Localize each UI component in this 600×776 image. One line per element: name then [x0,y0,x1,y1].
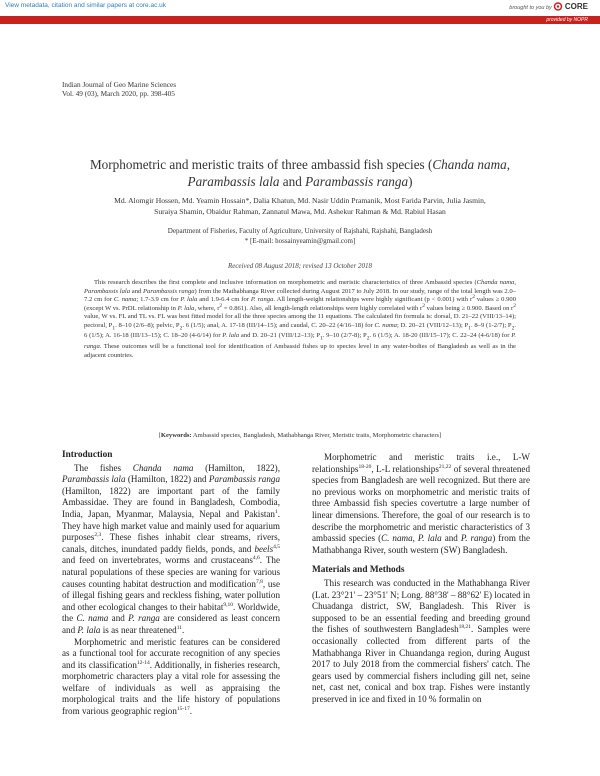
intro-heading: Introduction [62,450,113,460]
core-logo-text[interactable]: CORE [564,2,588,11]
affiliation-dept: Department of Fisheries, Faculty of Agriculture, University of Rajshahi, Rajshahi, Bangladesh [167,227,433,235]
paper-title: Morphometric and meristic traits of three ambassid fish species (Chanda nama, Parambassis lala and Parambassis ranga) [89,157,511,189]
core-logo-icon[interactable] [553,2,563,13]
author-line-2: Suraiya Shamin, Obaidur Rahman, Zannatul Mawa, Md. Ashekur Rahman & Md. Rabiul Hasan [154,207,446,216]
journal-header [62,80,176,98]
keywords-text: Ambassid species, Bangladesh, Mathabhanga River, Meristic traits, Morphometric characters [191,432,440,439]
author-list [58,195,542,217]
intro-paragraph-3: Morphometric and meristic traits i.e., L-W relationships$^{18-20}$, L-L relationships$^{21,22}$ of several threatened species from Bangladesh are well recognized. But there are no previous works on morphometric and meristic traits of three Ambassid fish species covertutre a large number of linear dimensions. Therefore, the goal of our research is to describe the morphometric and meristic characteristics of 3 ambassid species (C. nama, P. lala and P. ranga) from the Mathabhanga River, south western (SW) Bangladesh. [312,452,531,555]
methods-paragraph-1: This research was conducted in the Mathabhanga River (Lat. 23°21' – 23°51' N; Long. 88°38' – 88°62' E) located in Chuadanga district, SW, Bangladesh. This River is supposed to be an essential feeding and breeding ground the fishes of southwestern Bangladesh$^{18,21}$. Samples were occasionally collected from different parts of the Mathabhanga River in Chuandanga region, during August 2017 to July 2018 from the commercial fishers' catch. The gears used by commercial fishers including gill net, seine net, cast net, conical and box trap. Fishes were instantly preserved in ice and fixed in 10 % formalin on [312,577,530,704]
right-column [312,452,530,705]
methods-heading: Materials and Methods [312,565,405,576]
core-brought-by [509,2,588,13]
author-line-1: Md. Alomgir Hossen, Md. Yeamin Hossain*, Dalia Khatun, Md. Nasir Uddin Pramanik, Most Farida Parvin, Julia Jasmin, [114,196,486,205]
core-red-strip [0,16,600,24]
keywords: [Keywords: Ambassid species, Bangladesh, Mathabhanga River, Meristic traits, Morphometric characters] [158,432,442,439]
affiliation-email: * [E-mail: hossainyeamin@gmail.com] [244,237,356,245]
provided-by: provided by NOPR [546,17,588,23]
core-metadata-link[interactable]: View metadata, citation and similar papers at core.ac.uk [5,2,167,9]
journal-name: Indian Journal of Geo Marine Sciences [62,80,177,89]
abstract: This research describes the first complete and inclusive information on morphometric and meristic characteristics of three Ambassid species (Chanda nama, Parambassis lala and Parambassis ranga) from the Mathabhanga River collected during August 2017 to July 2018. In our study, range of the total length was 2.0–7.2 cm for C. nama; 1.7-3.9 cm for P. lala and 1.9-6.4 cm for P. ranga. All length-weight relationships were highly significant (p < 0.001) with $r^2$ values ≥ 0.900 (except W vs. PrDL relationship in P. lala, where, $r^2 = 0.861$). Also, all length-length relationships were highly correlated with $r^2$ values being ≥ 0.900. Based on $r^2$ value, W vs. FL and TL vs. FL was best fitted model for all the three species among the 11 equations. The calculated fin formula is: dorsal, D. 21–22 (VIII/13–14); pectoral, $P_1$. 8–10 (2/6–8); pelvic, $P_2$. 6 (1/5); anal, A. 17-18 (III/14–15); and caudal, C. 20–22 (4/16–18) for C. nama; D. 20–21 (VIII/12–13); $P_1$. 8–9 (1-2/7); $P_2$. 6 (1/5); A. 16-18 (III/13–15); C. 18–20 (4-6/14) for P. lala and D. 20–21 (VIII/12–13); $P_1$. 9–10 (2/7-8); $P_2$. 6 (1/5); A. 18-20 (III/15–17); C. 22–24 (4-6/18) for P. ranga. These outcomes will be a functional tool for identification of Ambassid fishes up to species level in any water-bodies of Bangladesh as well as in the adjacent countries. [84,279,517,359]
left-column [62,450,280,718]
core-banner [0,0,600,26]
received-dates: Received 08 August 2018; revised 13 October 2018 [227,262,373,270]
intro-paragraph-1: The fishes Chanda nama (Hamilton, 1822), Parambassis lala (Hamilton, 1822) and Parambassis ranga (Hamilton, 1822) are important part of the family Ambassidae. They are found in Bangladesh, Combodia, India, Japan, Myanmar, Malaysia, Nepal and Pakistan$^1$. They have high market value and mainly used for aquarium purposes$^{2,3}$. These fishes inhabit clear streams, rivers, canals, ditches, inundated paddy fields, ponds, and beels$^{4,5}$ and feed on invertebrates, worms and crustaceans$^{4,6}$. The natural populations of these species are waning for various causes counting habitat destruction and modification$^{7,8}$, use of illegal fishing gears and reckless fishing, water pollution and other ecological changes to their habitat$^{9,10}$. Worldwide, the C. nama and P. ranga are considered as least concern and P. lala is as near threatened$^{11}$. [62,462,281,635]
keywords-label: Keywords: [160,432,192,439]
intro-paragraph-2: Morphometric and meristic features can be considered as a functional tool for accurate recognition of any species and its classification$^{12-14}$. Additionally, in fisheries research, morphometric characters play a vital role for assessing the welfare of individuals as well as appraising the morphological traits and the life history of populations from various geographic region$^{15-17}$. [62,636,281,717]
brought-by-text: brought to you by [509,5,552,11]
journal-volume: Vol. 49 (03), March 2020, pp. 398-405 [62,89,175,98]
affiliation [58,226,542,246]
